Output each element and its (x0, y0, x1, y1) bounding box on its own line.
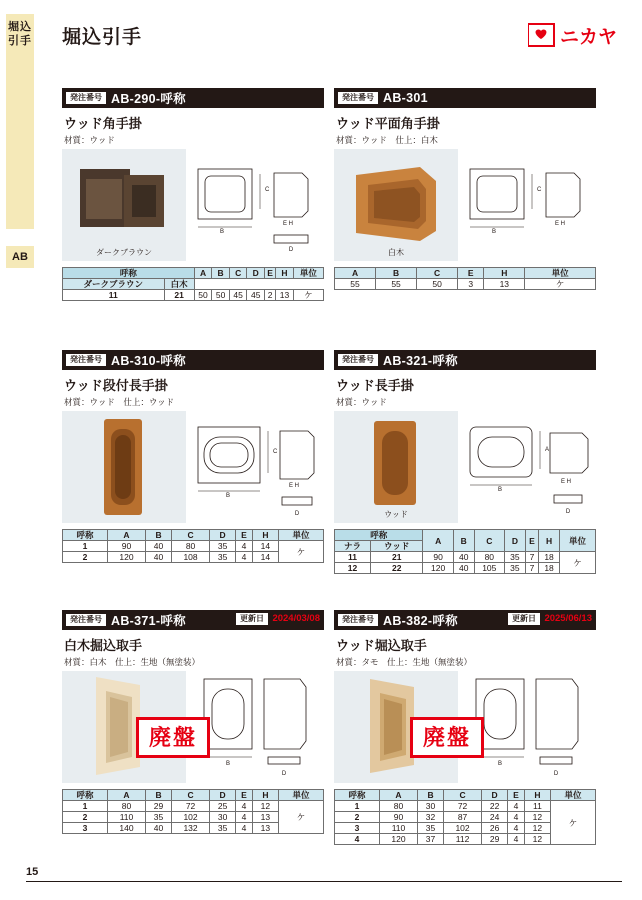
cell: 35 (210, 541, 236, 552)
table-row (63, 290, 324, 301)
discontinued-stamp: 廃盤 (410, 717, 484, 758)
svg-text:D: D (288, 247, 294, 253)
product-drawing (190, 411, 324, 523)
cell: 90 (380, 812, 418, 823)
svg-text:D: D (565, 509, 571, 515)
cell: 4 (335, 834, 380, 845)
cell: 45 (247, 290, 265, 301)
cell: 120 (108, 552, 146, 563)
product-name: ウッド段付長手掛 (64, 378, 168, 393)
product-code: AB-321-呼称 (383, 354, 458, 368)
spec-col-e: E (236, 790, 253, 801)
spec-col-name: 呼称 (63, 790, 108, 801)
cell: 4 (236, 541, 253, 552)
product-material: 材質：ウッド 仕上：ウッド (64, 397, 175, 407)
spec-col-name: 呼称 (63, 530, 108, 541)
spec-col-d: D (504, 530, 525, 552)
cell: 102 (172, 812, 210, 823)
spec-col-name: 呼称 (335, 790, 380, 801)
cell: 13 (276, 290, 294, 301)
spec-col-h: H (539, 530, 560, 552)
photo-caption: 白木 (388, 248, 404, 257)
spec-sub-header-1: ダークブラウン (63, 279, 165, 290)
spec-col-unit: 単位 (560, 530, 596, 552)
page-number: 15 (26, 866, 39, 878)
product-code-bar (62, 88, 324, 108)
spec-col-h: H (524, 790, 550, 801)
spec-col-a: A (335, 268, 376, 279)
side-tab-code: AB (6, 246, 34, 268)
product-name: ウッド長手掛 (336, 378, 414, 393)
cell: 40 (453, 552, 474, 563)
table-row (63, 801, 324, 812)
cell: 12 (524, 834, 550, 845)
page-title: 堀込引手 (62, 27, 143, 48)
cell: 14 (252, 552, 278, 563)
cell: 7 (525, 552, 538, 563)
spec-col-b: B (145, 790, 171, 801)
spec-col-h: H (252, 530, 278, 541)
cell: 1 (63, 801, 108, 812)
table-row (335, 801, 596, 812)
updated-date: 2024/03/08 (272, 613, 320, 624)
cell: 21 (370, 552, 423, 563)
cell: 132 (172, 823, 210, 834)
spec-col-c: C (229, 268, 247, 279)
spec-col-a: A (194, 268, 212, 279)
cell: 35 (210, 552, 236, 563)
order-no-label: 発注番号 (66, 92, 106, 104)
cell: 40 (145, 552, 171, 563)
footer-divider (26, 881, 622, 882)
cell: 25 (210, 801, 236, 812)
cell: 4 (236, 801, 253, 812)
cell: 4 (508, 801, 525, 812)
cell: 26 (482, 823, 508, 834)
product-code-bar (334, 350, 596, 370)
product-code: AB-382-呼称 (383, 614, 458, 628)
cell: 14 (252, 541, 278, 552)
spec-table (334, 529, 596, 574)
order-no-label: 発注番号 (338, 92, 378, 104)
cell: 35 (145, 812, 171, 823)
svg-text:C: C (265, 187, 270, 193)
cell: 50 (194, 290, 212, 301)
cell: 72 (444, 801, 482, 812)
product-block-ab-310 (62, 350, 324, 563)
spec-group-header: 呼称 (335, 530, 423, 541)
cell: 12 (335, 563, 371, 574)
svg-text:B: B (497, 487, 503, 493)
table-row (335, 563, 596, 574)
updated-label: 更新日 (236, 613, 268, 625)
cell: 120 (380, 834, 418, 845)
cell: 13 (252, 812, 278, 823)
cell: ケ (293, 290, 323, 301)
product-figure (62, 671, 324, 783)
cell: 50 (417, 279, 458, 290)
spec-col-b: B (212, 268, 230, 279)
product-figure (334, 411, 596, 523)
cell: ケ (550, 801, 595, 845)
order-no-label: 発注番号 (338, 354, 378, 366)
cell: 108 (172, 552, 210, 563)
cell: 22 (482, 801, 508, 812)
spec-col-a: A (108, 530, 146, 541)
cell: 80 (172, 541, 210, 552)
product-code: AB-290-呼称 (111, 92, 186, 106)
product-name: ウッド堀込取手 (336, 638, 427, 653)
cell: 22 (370, 563, 423, 574)
svg-text:A: A (545, 447, 550, 453)
cell: 4 (236, 823, 253, 834)
product-name: 白木掘込取手 (64, 638, 143, 653)
product-code-bar (334, 610, 596, 630)
product-drawing (462, 411, 596, 523)
spec-col-d: D (210, 530, 236, 541)
spec-col-d: D (247, 268, 265, 279)
spec-col-e: E (265, 268, 276, 279)
cell: 11 (335, 552, 371, 563)
cell: 12 (524, 823, 550, 834)
product-material: 材質：ウッド (64, 135, 115, 145)
cell: 3 (458, 279, 484, 290)
spec-col-c: C (172, 530, 210, 541)
svg-text:D: D (294, 511, 300, 517)
table-row (335, 552, 596, 563)
svg-text:B: B (491, 229, 497, 235)
spec-col-e: E (525, 530, 538, 552)
cell: 2 (63, 552, 108, 563)
cell: ケ (278, 541, 323, 563)
cell: 4 (236, 552, 253, 563)
photo-caption: ダークブラウン (96, 248, 152, 257)
cell: 18 (539, 563, 560, 574)
cell: 4 (508, 823, 525, 834)
spec-table (334, 789, 596, 845)
spec-col-b: B (145, 530, 171, 541)
table-row (335, 279, 596, 290)
product-figure (334, 671, 596, 783)
spec-col-c: C (172, 790, 210, 801)
cell: 24 (482, 812, 508, 823)
spec-col-c: C (417, 268, 458, 279)
spec-sub-header-1: ナラ (335, 541, 371, 552)
spec-col-a: A (108, 790, 146, 801)
cell: 80 (108, 801, 146, 812)
svg-text:B: B (219, 229, 225, 235)
cell: 40 (145, 823, 171, 834)
spec-col-unit: 単位 (278, 530, 323, 541)
cell: 29 (482, 834, 508, 845)
cell: 3 (335, 823, 380, 834)
cell: ケ (525, 279, 596, 290)
spec-col-unit: 単位 (525, 268, 596, 279)
product-block-ab-371 (62, 610, 324, 834)
spec-col-a: A (423, 530, 453, 552)
cell: 37 (417, 834, 443, 845)
cell: 13 (252, 823, 278, 834)
svg-text:B: B (225, 761, 231, 767)
spec-col-unit: 単位 (550, 790, 595, 801)
cell: 55 (376, 279, 417, 290)
product-material: 材質：ウッド 仕上：白木 (336, 135, 438, 145)
cell: 45 (229, 290, 247, 301)
cell: 12 (252, 801, 278, 812)
cell: 2 (335, 812, 380, 823)
spec-col-b: B (376, 268, 417, 279)
spec-col-d: D (482, 790, 508, 801)
product-block-ab-321 (334, 350, 596, 574)
product-code-bar (62, 610, 324, 630)
product-name: ウッド平面角手掛 (336, 116, 440, 131)
cell: 35 (417, 823, 443, 834)
spec-col-d: D (210, 790, 236, 801)
product-code-bar (62, 350, 324, 370)
product-code: AB-310-呼称 (111, 354, 186, 368)
cell: 4 (236, 812, 253, 823)
cell: 1 (63, 541, 108, 552)
spec-table (334, 267, 596, 290)
cell: 35 (504, 563, 525, 574)
cell: 29 (145, 801, 171, 812)
spec-col-h: H (484, 268, 525, 279)
cell: 120 (423, 563, 453, 574)
product-material: 材質：ウッド (336, 397, 387, 407)
product-drawing (190, 671, 324, 783)
cell: 3 (63, 823, 108, 834)
product-name: ウッド角手掛 (64, 116, 142, 131)
cell: 80 (474, 552, 504, 563)
spec-table (62, 789, 324, 834)
cell: 32 (417, 812, 443, 823)
product-figure (62, 149, 324, 261)
cell: 2 (63, 812, 108, 823)
product-drawing (190, 149, 324, 261)
spec-col-b: B (453, 530, 474, 552)
cell: 112 (444, 834, 482, 845)
product-photo (334, 149, 458, 261)
spec-col-b: B (417, 790, 443, 801)
cell: 40 (453, 563, 474, 574)
cell: 12 (524, 812, 550, 823)
product-code-bar (334, 88, 596, 108)
svg-text:E H: E H (282, 221, 294, 227)
side-tab (0, 0, 40, 900)
cell: 87 (444, 812, 482, 823)
cell: 80 (380, 801, 418, 812)
svg-text:C: C (537, 187, 542, 193)
spec-col-a: A (380, 790, 418, 801)
cell: 7 (525, 563, 538, 574)
brand-logo (528, 22, 620, 50)
spec-col-unit: 単位 (293, 268, 323, 279)
photo-caption: ウッド (384, 510, 408, 519)
side-tab-label: 堀込引手 (8, 21, 32, 47)
cell: 55 (335, 279, 376, 290)
cell: 1 (335, 801, 380, 812)
cell: 13 (484, 279, 525, 290)
cell: 2 (265, 290, 276, 301)
spec-col-e: E (236, 530, 253, 541)
product-code: AB-371-呼称 (111, 614, 186, 628)
cell: 35 (210, 823, 236, 834)
svg-text:ニカヤ: ニカヤ (560, 27, 618, 48)
cell: 18 (539, 552, 560, 563)
cell: 40 (145, 541, 171, 552)
svg-text:E H: E H (288, 483, 300, 489)
cell: 30 (210, 812, 236, 823)
cell: 11 (524, 801, 550, 812)
order-no-label: 発注番号 (66, 614, 106, 626)
cell: 140 (108, 823, 146, 834)
cell: 35 (504, 552, 525, 563)
spec-sub-header-2: 白木 (164, 279, 194, 290)
table-row (63, 541, 324, 552)
product-photo (62, 149, 186, 261)
cell: ケ (560, 552, 596, 574)
product-code: AB-301 (383, 91, 428, 105)
order-no-label: 発注番号 (66, 354, 106, 366)
product-figure (62, 411, 324, 523)
product-block-ab-382 (334, 610, 596, 845)
svg-text:B: B (497, 761, 503, 767)
spec-table (62, 267, 324, 301)
updated-label: 更新日 (508, 613, 540, 625)
svg-text:C: C (273, 449, 278, 455)
spec-sub-header-2: ウッド (370, 541, 423, 552)
order-no-label: 発注番号 (338, 614, 378, 626)
product-block-ab-290 (62, 88, 324, 301)
updated-date: 2025/06/13 (544, 613, 592, 624)
cell: 50 (212, 290, 230, 301)
product-block-ab-301 (334, 88, 596, 290)
cell: 72 (172, 801, 210, 812)
spec-col-unit: 単位 (278, 790, 323, 801)
product-drawing (462, 149, 596, 261)
cell: 90 (108, 541, 146, 552)
spec-col-h: H (252, 790, 278, 801)
spec-col-e: E (508, 790, 525, 801)
svg-text:D: D (281, 771, 287, 777)
spec-col-e: E (458, 268, 484, 279)
spec-group-header: 呼称 (63, 268, 195, 279)
product-material: 材質：タモ 仕上：生地（無塗装） (336, 657, 473, 667)
svg-text:D: D (553, 771, 559, 777)
product-photo (62, 411, 186, 523)
spec-col-c: C (474, 530, 504, 552)
discontinued-stamp: 廃盤 (136, 717, 210, 758)
product-photo (334, 411, 458, 523)
svg-text:E H: E H (554, 221, 566, 227)
cell: 90 (423, 552, 453, 563)
spec-col-c: C (444, 790, 482, 801)
cell: 30 (417, 801, 443, 812)
spec-table (62, 529, 324, 563)
cell: 102 (444, 823, 482, 834)
product-material: 材質：白木 仕上：生地（無塗装） (64, 657, 201, 667)
cell: 4 (508, 834, 525, 845)
cell: 21 (164, 290, 194, 301)
product-figure (334, 149, 596, 261)
cell: 11 (63, 290, 165, 301)
spec-col-h: H (276, 268, 294, 279)
cell: 110 (108, 812, 146, 823)
svg-text:B: B (225, 493, 231, 499)
cell: 110 (380, 823, 418, 834)
cell: 4 (508, 812, 525, 823)
cell: 105 (474, 563, 504, 574)
cell: ケ (278, 801, 323, 834)
svg-text:E H: E H (560, 479, 572, 485)
